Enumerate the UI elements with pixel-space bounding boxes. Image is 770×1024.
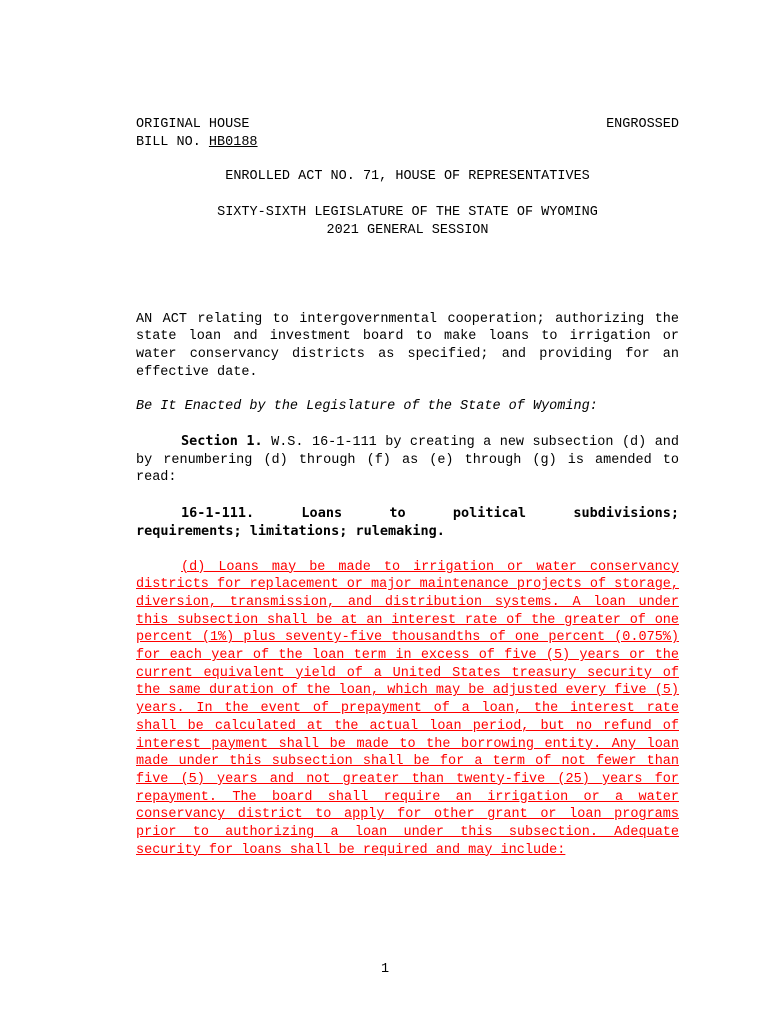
statute-heading-line-2: requirements; limitations; rulemaking. xyxy=(136,522,445,539)
statute-heading xyxy=(136,505,679,540)
new-subsection-d: (d) Loans may be made to irrigation or water conservancy districts for replacement or major maintenance projects of storage, diversion, transmission, and distribution systems. A loan under this subsection shall be at an interest rate of the greater of one percent (1%) plus seventy-five thousandths of one percent (0.075%) for each year of the loan term in excess of five (5) years or the current equivalent yield of a United States treasury security of the same duration of the loan, which may be adjusted every five (5) years. In the event of prepayment of a loan, the interest rate shall be calculated at the actual loan period, but no refund of interest payment shall be made to the borrowing entity. Any loan made under this subsection shall be for a term of not fewer than five (5) years and not greater than twenty-five (25) years for repayment. The board shall require an irrigation or a water conservancy district to apply for other grant or loan programs prior to authorizing a loan under this subsection. Adequate security for loans shall be required and may include: xyxy=(136,559,679,858)
engrossed-status: ENGROSSED xyxy=(606,117,679,132)
statute-heading-line-1: 16-1-111. Loans to political subdivisions; xyxy=(181,505,679,522)
document-content xyxy=(136,116,679,860)
bill-number-line xyxy=(136,134,679,152)
bill-number: HB0188 xyxy=(208,134,258,150)
header-row xyxy=(136,116,679,134)
enacting-clause: Be It Enacted by the Legislature of the State of Wyoming: xyxy=(136,399,598,415)
section-1-text: W.S. 16-1-111 by creating a new subsection (d) and by renumbering (d) through (f) as (e) through (g) is amended to read: xyxy=(136,435,680,486)
original-house-label: ORIGINAL HOUSE xyxy=(136,117,250,132)
section-1-label: Section 1. xyxy=(181,433,263,450)
session-title: 2021 GENERAL SESSION xyxy=(326,222,489,238)
act-description: AN ACT relating to intergovernmental cooperation; authorizing the state loan and investment board to make loans to irrigation or water conservancy districts as specified; and providing for an effective date. xyxy=(136,311,679,380)
page-number: 1 xyxy=(380,962,390,977)
section-1 xyxy=(136,433,679,487)
legislature-title: SIXTY-SIXTH LEGISLATURE OF THE STATE OF WYOMING xyxy=(217,205,598,221)
enrolled-act-title: ENROLLED ACT NO. 71, HOUSE OF REPRESENTATIVES xyxy=(225,169,590,185)
bill-no-label: BILL NO. xyxy=(136,134,201,150)
